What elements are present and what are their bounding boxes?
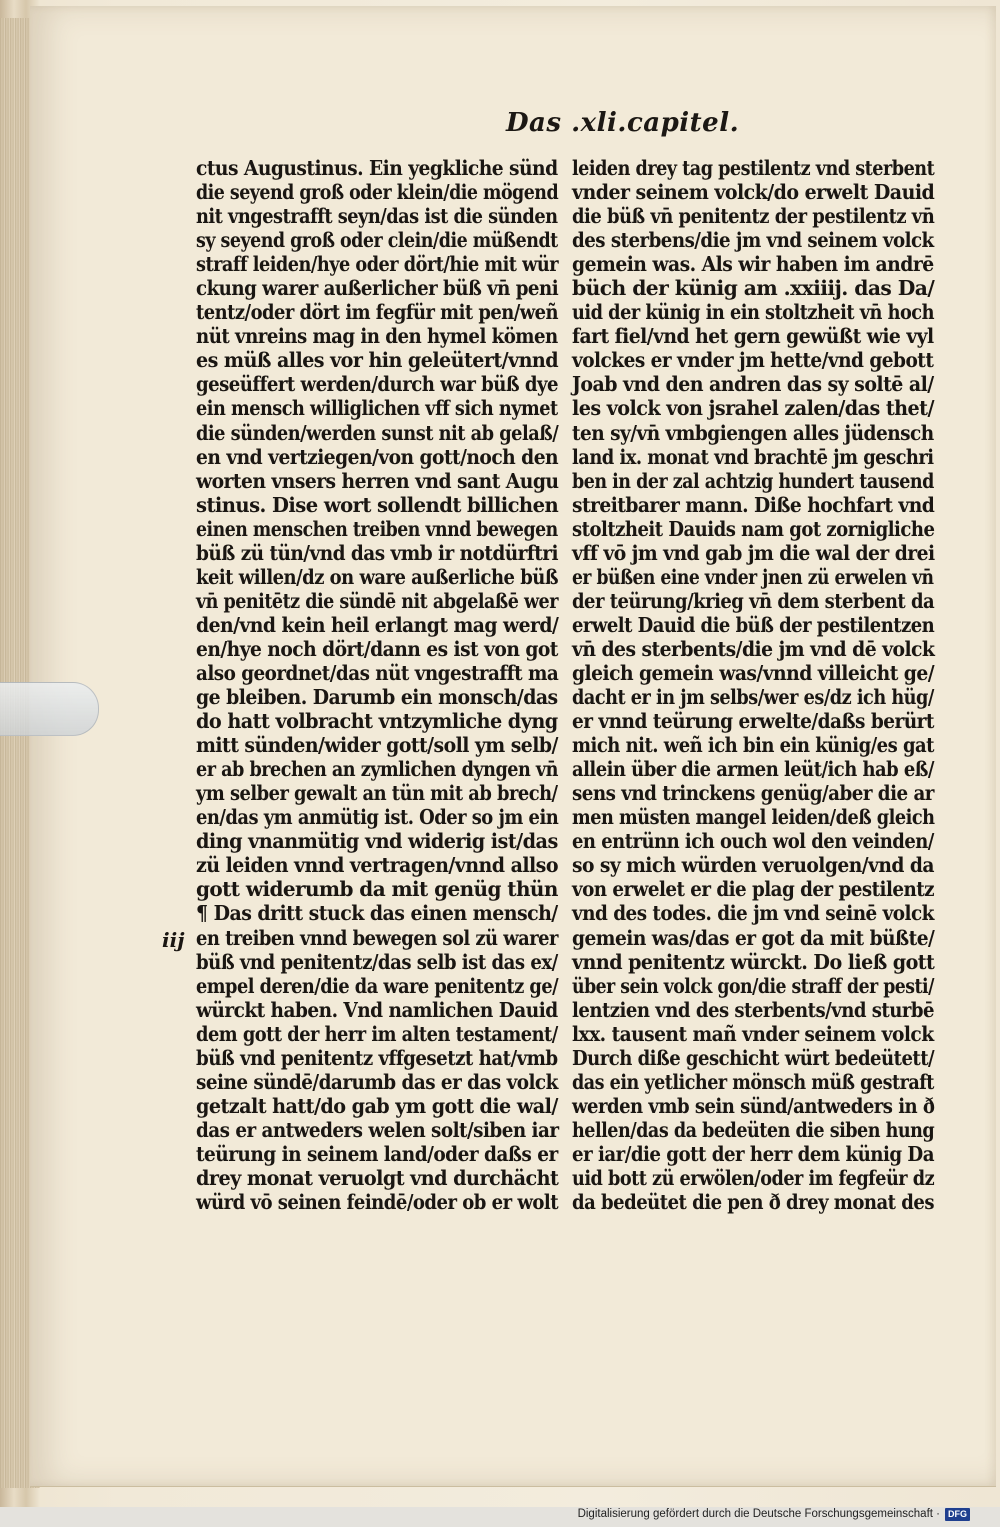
text-line: en vnd vertziegen/von gott/noch den: [196, 444, 559, 469]
text-line: do hatt volbracht vntzymliche dyng: [196, 709, 558, 734]
text-line: Joab vnd den andren das sy soltē al/: [572, 372, 934, 397]
text-line: ckung warer außerlicher büß vn̄ peni: [196, 276, 559, 301]
text-line: nüt vnreins mag in den hymel kömen: [196, 324, 558, 349]
dfg-logo: DFG: [945, 1508, 970, 1521]
digitization-credit: [578, 1505, 970, 1523]
text-line: das er antweders welen solt/siben iar: [196, 1117, 559, 1142]
text-line: gemein was/das er got da mit büßte/: [572, 925, 935, 950]
text-line: allein über die armen leüt/ich hab eß/: [572, 757, 934, 782]
margin-marker: iij: [162, 928, 185, 952]
text-line: ten sy/vn̄ vmbgiengen alles jüdensch: [572, 420, 934, 445]
text-line: ben in der zal achtzig hundert tausend: [572, 468, 934, 493]
text-line: büß zü tün/vnd das vmb ir notdürftri: [196, 540, 558, 565]
text-line: uid der künig in ein stoltzheit vn̄ hoch: [572, 300, 934, 325]
text-line: vn̄ penitētz die sündē nit abgelaßē wer: [196, 588, 558, 613]
text-line: würd vō seinen feindē/oder ob er wolt: [196, 1190, 559, 1215]
text-line: der teürung/krieg vn̄ dem sterbent da: [572, 588, 935, 613]
credit-text: Digitalisierung gefördert durch die Deutsche Forschungsgemeinschaft ·: [577, 1508, 940, 1520]
text-line: straff leiden/hye oder dört/hie mit wür: [196, 252, 559, 277]
text-line: hellen/das da bedeüten die siben hung: [572, 1117, 935, 1142]
text-line: mich nit. weñ ich bin ein künig/es gat: [572, 733, 934, 758]
text-line: seine sündē/darumb das er das volck: [196, 1069, 558, 1094]
text-line: einen menschen treiben vnnd bewegen: [196, 516, 558, 541]
text-line: getzalt hatt/do gab ym gott die wal/: [196, 1093, 558, 1118]
text-line: keit willen/dz on ware außerliche büß: [196, 564, 558, 589]
text-line: vnnd penitentz würckt. Do ließ gott: [572, 949, 935, 974]
text-line: vnder seinem volck/do erwelt Dauid: [572, 180, 935, 205]
text-line: zü leiden vnnd vertragen/vnnd allso: [196, 853, 558, 878]
text-line: land ix. monat vnd brachtē jm geschri: [572, 444, 934, 469]
text-line: büch der künig am .xxiiij. das Da/: [572, 276, 935, 301]
text-line: en treiben vnnd bewegen sol zü warer: [196, 925, 558, 950]
text-line: lentzien vnd des sterbents/vnd sturbē: [572, 997, 935, 1022]
text-line: streitbarer mann. Diße hochfart vnd: [572, 492, 935, 517]
text-line: vnd des todes. die jm vnd seinē volck: [572, 901, 934, 926]
text-line: teürung in seinem land/oder daßs er: [196, 1141, 558, 1166]
text-line: geseüffert werden/durch war büß dye: [196, 372, 559, 397]
text-line: ctus Augustinus. Ein yegkliche sünd: [196, 156, 558, 180]
text-line: nit vngestrafft seyn/das ist die sünden: [196, 204, 558, 229]
bookmark-tab: [0, 682, 99, 736]
text-line: les volck von jsrahel zalen/das thet/: [572, 396, 934, 421]
text-line: die seyend groß oder klein/die mögend: [196, 180, 559, 205]
text-line: so sy mich würden veruolgen/vnd da: [572, 853, 934, 878]
text-line: fart fiel/vnd het gern gewüßt wie vyl: [572, 324, 934, 349]
text-line: den/vnd kein heil erlangt mag werd/: [196, 612, 559, 637]
text-line: sy seyend groß oder clein/die müßendt: [196, 228, 558, 253]
text-line: er iar/die gott der herr dem künig Da: [572, 1141, 934, 1166]
text-line: von erwelet er die plag der pestilentz: [572, 877, 935, 902]
text-line: er büßen eine vnder jnen zü erwelen vn̄: [572, 564, 934, 589]
text-line: büß vnd penitentz/das selb ist das ex/: [196, 949, 558, 974]
text-line: vff vō jm vnd gab jm die wal der drei: [572, 540, 935, 565]
text-line: leiden drey tag pestilentz vnd sterbent: [572, 156, 935, 180]
running-head: Das .xli.capitel.: [506, 108, 740, 138]
text-line: Durch diße geschicht würt bedeütett/: [572, 1045, 935, 1070]
text-line: dacht er in jm selbs/wer es/dz ich hüg/: [572, 685, 934, 710]
text-line: dem gott der herr im alten testament/: [196, 1021, 558, 1046]
text-line: über sein volck gon/die straff der pesti/: [572, 973, 934, 998]
text-line: vn̄ des sterbents/die jm vnd dē volck: [572, 636, 935, 661]
text-line: des sterbens/die jm vnd seinem volck: [572, 228, 934, 253]
text-line: büß vnd penitentz vffgesetzt hat/vmb: [196, 1045, 558, 1070]
text-line: gemein was. Als wir haben im andrē: [572, 252, 934, 277]
text-line: stinus. Dise wort sollendt billichen: [196, 492, 559, 517]
text-line: ym selber gewalt an tün mit ab brech/: [196, 781, 558, 806]
text-line: er ab brechen an zymlichen dyngen vn̄: [196, 757, 558, 782]
text-line: ¶ Das dritt stuck das einen mensch/: [196, 901, 558, 926]
text-line: empel deren/die da ware penitentz ge/: [196, 973, 559, 998]
text-line: men müsten mangel leiden/deß gleich: [572, 805, 935, 830]
text-line: die sünden/werden sunst nit ab gelaß/: [196, 420, 559, 445]
text-line: die büß vn̄ penitentz der pestilentz vn̄: [572, 204, 935, 229]
text-line: ge bleiben. Darumb ein monsch/das: [196, 685, 558, 710]
text-line: es müß alles vor hin geleütert/vnnd: [196, 348, 559, 373]
text-line: mitt sünden/wider gott/soll ym selb/: [196, 733, 558, 758]
text-line: erwelt Dauid die büß der pestilentzen: [572, 612, 935, 637]
text-line: ding vnanmütig vnd widerig ist/das: [196, 829, 558, 854]
text-line: also geordnet/das nüt vngestrafft ma: [196, 660, 559, 685]
left-column: [196, 156, 558, 1214]
text-line: tentz/oder dört im fegfür mit pen/weñ: [196, 300, 559, 325]
text-line: werden vmb sein sünd/antweders in ð: [572, 1093, 935, 1118]
text-line: sens vnd trinckens genüg/aber die ar: [572, 781, 934, 806]
text-line: gott widerumb da mit genüg thün: [196, 877, 558, 902]
text-line: uid bott zü erwölen/oder im fegfeür dz: [572, 1165, 935, 1190]
text-line: stoltzheit Dauids nam got zornigliche: [572, 516, 935, 541]
text-line: en entrünn ich ouch wol den veinden/: [572, 829, 934, 854]
text-line: volckes er vnder jm hette/vnd gebott: [572, 348, 934, 373]
text-line: lxx. tausent mañ vnder seinem volck: [572, 1021, 934, 1046]
text-line: das ein yetlicher mönsch müß gestraft: [572, 1069, 934, 1094]
right-column: [572, 156, 934, 1214]
text-line: drey monat veruolgt vnd durchächt: [196, 1165, 559, 1190]
text-line: en/hye noch dört/dann es ist von got: [196, 636, 558, 661]
text-line: da bedeütet die pen ð drey monat des: [572, 1190, 934, 1215]
text-line: würckt haben. Vnd namlichen Dauid: [196, 997, 558, 1022]
text-line: worten vnsers herren vnd sant Augu: [196, 468, 559, 493]
text-line: ein mensch williglichen vff sich nymet: [196, 396, 558, 421]
text-line: gleich gemein was/vnnd villeicht ge/: [572, 660, 935, 685]
text-line: en/das ym anmütig ist. Oder so jm ein: [196, 805, 559, 830]
text-line: er vnnd teürung erwelte/daßs berürt: [572, 709, 934, 734]
